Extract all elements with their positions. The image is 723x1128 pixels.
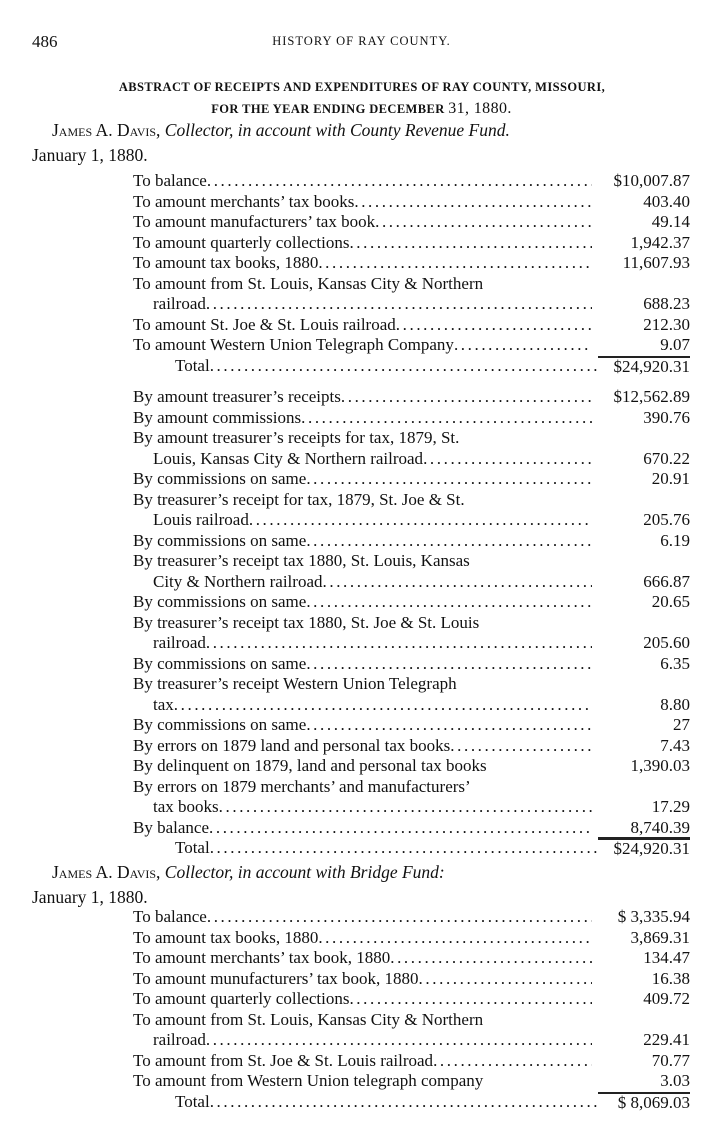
ledger-row xyxy=(133,715,690,736)
entry-label: To amount from Western Union telegraph company xyxy=(133,1071,484,1090)
entry-label: Total xyxy=(175,355,210,375)
entry-amount xyxy=(598,674,690,695)
revenue-account-heading xyxy=(52,120,510,141)
ledger-row xyxy=(133,428,690,449)
ledger-row xyxy=(133,674,690,695)
entry-label: tax books xyxy=(153,797,219,816)
entry-label: City & Northern railroad xyxy=(153,571,323,591)
entry-amount: 70.77 xyxy=(651,1050,690,1070)
entry-amount: 17.29 xyxy=(651,797,690,816)
dot-leader xyxy=(323,572,593,593)
entry-amount: 3.03 xyxy=(660,1071,690,1090)
ledger-row xyxy=(133,192,690,213)
entry-amount: 212.30 xyxy=(643,314,690,334)
ledger-row xyxy=(133,171,690,192)
dot-leader xyxy=(306,469,592,490)
ledger-row xyxy=(133,490,690,511)
ledger-row xyxy=(133,469,690,490)
entry-amount: 49.14 xyxy=(651,212,690,231)
abstract-sub-text: FOR THE YEAR ENDING DECEMBER xyxy=(211,102,445,116)
account-description: Collector, in account with Bridge Fund: xyxy=(164,862,445,882)
entry-amount xyxy=(598,274,690,295)
entry-amount: 9.07 xyxy=(660,335,690,354)
entry-amount: $24,920.31 xyxy=(598,838,690,859)
entry-amount xyxy=(598,490,690,511)
entry-amount: $ 3,335.94 xyxy=(617,907,690,926)
entry-amount: 134.47 xyxy=(643,948,690,967)
dot-leader xyxy=(301,408,592,429)
ledger-row xyxy=(133,654,690,675)
revenue-disbursements xyxy=(133,387,690,859)
dot-leader xyxy=(390,948,592,969)
total-row xyxy=(133,838,690,859)
abstract-subtitle xyxy=(0,100,723,118)
ledger-row xyxy=(133,274,690,295)
ledger-row xyxy=(133,613,690,634)
dot-leader xyxy=(206,294,592,315)
account-description: Collector, in account with County Revenue Fund. xyxy=(164,120,510,140)
bridge-date: January 1, 1880. xyxy=(32,887,148,907)
dot-leader xyxy=(210,838,598,859)
ledger-row xyxy=(133,315,690,336)
entry-amount: 229.41 xyxy=(643,1030,690,1049)
ledger-row xyxy=(133,695,690,716)
entry-amount xyxy=(598,428,690,449)
ledger-row xyxy=(133,510,690,531)
entry-label: To amount tax books, 1880 xyxy=(133,253,319,272)
dot-leader xyxy=(206,1030,592,1051)
entry-label: To amount St. Joe & St. Louis railroad xyxy=(133,314,396,334)
dot-leader xyxy=(433,1051,592,1072)
ledger-row xyxy=(133,551,690,572)
ledger-row xyxy=(133,633,690,654)
entry-label: railroad xyxy=(153,1030,206,1049)
ledger-row xyxy=(133,928,690,949)
ledger-row xyxy=(133,797,690,818)
entry-amount xyxy=(598,613,690,634)
entry-label: To amount Western Union Telegraph Company xyxy=(133,335,454,354)
dot-leader xyxy=(318,253,592,274)
entry-amount: 27 xyxy=(673,715,690,734)
entry-label: By delinquent on 1879, land and personal tax books xyxy=(133,756,487,775)
ledger-row xyxy=(133,233,690,254)
ledger-row xyxy=(133,387,690,408)
dot-leader xyxy=(209,818,592,839)
ledger-row xyxy=(133,1051,690,1072)
entry-label: tax xyxy=(153,694,174,714)
ledger-row xyxy=(133,592,690,613)
entry-amount: 6.35 xyxy=(660,653,690,673)
entry-label: By commissions on same xyxy=(133,530,307,550)
dot-leader xyxy=(210,1092,598,1113)
entry-label: By amount commissions xyxy=(133,407,302,427)
running-head: HISTORY OF RAY COUNTY. xyxy=(272,34,451,48)
entry-amount: 3,869.31 xyxy=(630,927,690,947)
ledger-row xyxy=(133,777,690,798)
ledger-row xyxy=(133,572,690,593)
entry-label: To amount quarterly collections xyxy=(133,989,350,1008)
collector-name: James A. Davis, xyxy=(52,120,161,140)
entry-amount: 20.91 xyxy=(651,469,690,488)
dot-leader xyxy=(306,592,592,613)
entry-label: railroad xyxy=(153,633,206,652)
revenue-date: January 1, 1880. xyxy=(32,145,148,165)
entry-label: To amount quarterly collections xyxy=(133,232,350,252)
page-number: 486 xyxy=(32,32,58,51)
dot-leader xyxy=(396,315,592,336)
entry-amount: 20.65 xyxy=(651,592,690,611)
entry-label: Total xyxy=(175,1091,210,1111)
ledger-row xyxy=(133,408,690,429)
dot-leader xyxy=(375,212,592,233)
entry-amount: 205.76 xyxy=(643,510,690,529)
entry-label: To amount tax books, 1880 xyxy=(133,927,319,947)
entry-label: railroad xyxy=(153,294,206,313)
entry-amount: 11,607.93 xyxy=(622,253,690,272)
entry-label: By treasurer’s receipt tax 1880, St. Louis, Kansas xyxy=(133,551,470,570)
dot-leader xyxy=(249,510,592,531)
dot-leader xyxy=(341,387,592,408)
entry-amount: $12,562.89 xyxy=(613,387,690,406)
ledger-row xyxy=(133,969,690,990)
abstract-title: ABSTRACT OF RECEIPTS AND EXPENDITURES OF RAY COUNTY, MISSOURI, xyxy=(118,80,606,94)
ledger-row xyxy=(133,989,690,1010)
ledger-row xyxy=(133,1030,690,1051)
dot-leader xyxy=(219,797,592,818)
dot-leader xyxy=(454,335,592,356)
entry-label: By commissions on same xyxy=(133,469,307,488)
dot-leader xyxy=(423,449,592,470)
entry-amount: 8.80 xyxy=(660,694,690,714)
entry-amount: 688.23 xyxy=(643,294,690,313)
entry-amount: 390.76 xyxy=(643,407,690,427)
bridge-receipts xyxy=(133,907,690,1112)
entry-amount xyxy=(598,777,690,798)
ledger-row xyxy=(133,948,690,969)
entry-label: To amount from St. Louis, Kansas City & Northern xyxy=(133,273,484,293)
ledger-row xyxy=(133,212,690,233)
entry-amount: 205.60 xyxy=(643,633,690,652)
ledger-row xyxy=(133,294,690,315)
ledger-row xyxy=(133,736,690,757)
abstract-date: 31, 1880. xyxy=(448,100,512,117)
dot-leader xyxy=(306,715,592,736)
entry-label: By amount treasurer’s receipts xyxy=(133,387,341,406)
entry-amount: $10,007.87 xyxy=(613,171,690,190)
ledger-row xyxy=(133,756,690,777)
ledger-row xyxy=(133,907,690,928)
entry-label: By amount treasurer’s receipts for tax, 1879, St. xyxy=(133,428,460,447)
dot-leader xyxy=(206,633,592,654)
entry-amount: 1,942.37 xyxy=(630,232,690,252)
entry-label: Total xyxy=(175,838,210,857)
entry-label: By errors on 1879 land and personal tax books xyxy=(133,735,451,755)
bridge-account-heading xyxy=(52,862,445,883)
dot-leader xyxy=(207,907,592,928)
entry-label: By commissions on same xyxy=(133,715,307,734)
entry-label: By commissions on same xyxy=(133,592,307,611)
ledger-row xyxy=(133,1071,690,1092)
entry-label: By errors on 1879 merchants’ and manufacturers’ xyxy=(133,776,471,796)
entry-amount: 6.19 xyxy=(660,530,690,550)
entry-label: By treasurer’s receipt tax 1880, St. Joe & St. Louis xyxy=(133,612,480,632)
revenue-receipts xyxy=(133,171,690,376)
entry-amount: $24,920.31 xyxy=(598,356,690,377)
entry-label: By balance xyxy=(133,817,209,837)
ledger-row xyxy=(133,253,690,274)
dot-leader xyxy=(306,531,592,552)
ledger-row xyxy=(133,449,690,470)
entry-amount xyxy=(598,551,690,572)
entry-amount: 666.87 xyxy=(643,571,690,591)
entry-amount: 1,390.03 xyxy=(630,756,690,775)
entry-label: By treasurer’s receipt for tax, 1879, St. Joe & St. xyxy=(133,489,465,509)
dot-leader xyxy=(419,969,592,990)
entry-amount: 7.43 xyxy=(660,735,690,755)
entry-label: To amount manufacturers’ tax book xyxy=(133,212,376,231)
dot-leader xyxy=(306,654,592,675)
entry-amount: 670.22 xyxy=(643,448,690,468)
entry-label: By commissions on same xyxy=(133,653,307,673)
ledger-row xyxy=(133,818,690,839)
dot-leader xyxy=(349,233,592,254)
entry-label: Louis railroad xyxy=(153,510,249,529)
total-row xyxy=(133,356,690,377)
entry-label: To amount merchants’ tax book, 1880 xyxy=(133,948,391,967)
entry-label: By treasurer’s receipt Western Union Telegraph xyxy=(133,674,457,693)
entry-label: To amount from St. Joe & St. Louis railroad xyxy=(133,1050,434,1070)
entry-amount: 403.40 xyxy=(643,191,690,211)
entry-label: To balance xyxy=(133,907,207,926)
dot-leader xyxy=(174,695,592,716)
dot-leader xyxy=(318,928,592,949)
entry-label: To amount munufacturers’ tax book, 1880 xyxy=(133,968,419,988)
entry-amount: 409.72 xyxy=(643,989,690,1008)
entry-label: Louis, Kansas City & Northern railroad xyxy=(153,448,424,468)
entry-amount xyxy=(598,1010,690,1031)
collector-name: James A. Davis, xyxy=(52,862,161,882)
total-row xyxy=(133,1092,690,1113)
dot-leader xyxy=(210,356,598,377)
dot-leader xyxy=(354,192,592,213)
entry-amount: 16.38 xyxy=(651,968,690,988)
entry-amount: 8,740.39 xyxy=(598,818,690,839)
ledger-row xyxy=(133,1010,690,1031)
ledger-row xyxy=(133,531,690,552)
entry-label: To amount from St. Louis, Kansas City & Northern xyxy=(133,1009,484,1029)
dot-leader xyxy=(207,171,592,192)
entry-label: To balance xyxy=(133,171,207,190)
entry-label: To amount merchants’ tax books xyxy=(133,191,355,211)
dot-leader xyxy=(450,736,592,757)
ledger-row xyxy=(133,335,690,356)
dot-leader xyxy=(349,989,592,1010)
entry-amount: $ 8,069.03 xyxy=(598,1092,690,1113)
